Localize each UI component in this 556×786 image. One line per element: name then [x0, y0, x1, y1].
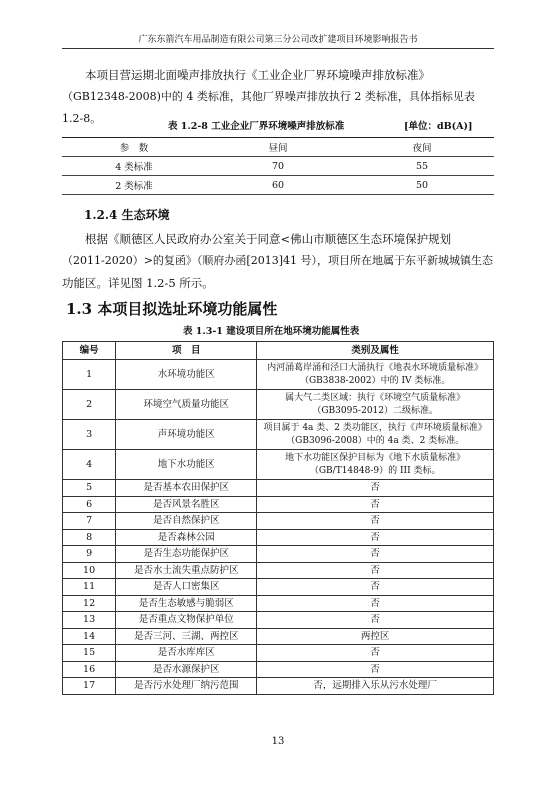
row-item: 是否水库库区 — [116, 645, 257, 662]
noise-standard-table — [62, 137, 494, 195]
row-number: 3 — [63, 420, 116, 450]
table-row — [62, 157, 494, 176]
row-attribute — [257, 420, 494, 450]
row-number: 2 — [63, 390, 116, 420]
environment-attributes-table — [62, 341, 494, 695]
table-row — [63, 480, 494, 497]
header-night: 夜间 — [350, 138, 494, 157]
row-number: 5 — [63, 480, 116, 497]
row-item: 地下水功能区 — [116, 450, 257, 480]
row-item: 是否生态敏感与脆弱区 — [116, 595, 257, 612]
table-header-row — [63, 342, 494, 360]
row-item: 是否人口密集区 — [116, 579, 257, 596]
row-item: 是否森林公园 — [116, 529, 257, 546]
row-item: 是否水土流失重点防护区 — [116, 562, 257, 579]
row-attribute: 否 — [257, 595, 494, 612]
row-attribute: 否 — [257, 579, 494, 596]
row-number: 1 — [63, 360, 116, 390]
table-row — [63, 645, 494, 662]
header-attribute: 类别及属性 — [257, 342, 494, 360]
row-number: 8 — [63, 529, 116, 546]
row-attribute — [257, 390, 494, 420]
row-attribute: 否 — [257, 480, 494, 497]
row-item: 是否污水处理厂纳污范围 — [116, 678, 257, 695]
row-item: 是否生态功能保护区 — [116, 546, 257, 563]
row-attribute: 否 — [257, 513, 494, 530]
row-attribute — [257, 360, 494, 390]
table-row — [63, 612, 494, 629]
table-row — [63, 360, 494, 390]
table-row — [63, 661, 494, 678]
table-row — [63, 595, 494, 612]
table-row — [63, 450, 494, 480]
intro-line-2: （GB12348-2008)中的 4 类标准，其他厂界噪声排放执行 2 类标准，具体指标见表 1.2-8。 — [62, 90, 475, 125]
row-attribute: 否，远期排入乐从污水处理厂 — [257, 678, 494, 695]
attribute-line-2: （GB3095-2012）二级标准。 — [312, 405, 438, 416]
attribute-line-1: 内河涌葛岸涌和泾口大涌执行《地表水环境质量标准》 — [267, 362, 484, 373]
row-attribute: 两控区 — [257, 628, 494, 645]
row-item: 环境空气质量功能区 — [116, 390, 257, 420]
row-attribute: 否 — [257, 546, 494, 563]
row-number: 10 — [63, 562, 116, 579]
row-attribute: 否 — [257, 645, 494, 662]
table-row — [63, 496, 494, 513]
attribute-line-1: 地下水功能区保护目标为《地下水质量标准》 — [285, 452, 466, 463]
table-row — [63, 562, 494, 579]
attribute-line-1: 项目属于 4a 类、2 类功能区，执行《声环境质量标准》 — [263, 422, 487, 433]
page-number: 13 — [271, 736, 285, 747]
cell: 70 — [206, 157, 350, 176]
table-row — [63, 678, 494, 695]
attribute-line-2: （GB3096-2008）中的 4a 类、2 类标准。 — [286, 435, 465, 446]
attribute-line-2: （GB/T14848-9）的 III 类标。 — [309, 465, 441, 476]
table-row — [63, 513, 494, 530]
row-number: 17 — [63, 678, 116, 695]
table-row — [63, 546, 494, 563]
header-param: 参 数 — [62, 138, 206, 157]
cell: 60 — [206, 176, 350, 195]
row-number: 16 — [63, 661, 116, 678]
row-item: 声环境功能区 — [116, 420, 257, 450]
row-attribute — [257, 450, 494, 480]
row-item: 是否基本农田保护区 — [116, 480, 257, 497]
row-number: 4 — [63, 450, 116, 480]
noise-table-caption: 表 1.2-8 工业企业厂界环境噪声排放标准 — [168, 121, 345, 132]
page-header: 广东东箭汽车用品制造有限公司第三分公司改扩建项目环境影响报告书 — [62, 32, 494, 49]
row-number: 13 — [63, 612, 116, 629]
cell: 2 类标准 — [62, 176, 206, 195]
row-number: 11 — [63, 579, 116, 596]
table-row — [63, 579, 494, 596]
section-1-3-heading: 1.3 本项目拟选址环境功能属性 — [66, 300, 278, 318]
row-item: 是否三河、三湖、两控区 — [116, 628, 257, 645]
row-number: 6 — [63, 496, 116, 513]
row-item: 是否水源保护区 — [116, 661, 257, 678]
row-attribute: 否 — [257, 562, 494, 579]
row-attribute: 否 — [257, 612, 494, 629]
attr-table-caption: 表 1.3-1 建设项目所在地环境功能属性表 — [183, 326, 360, 337]
attribute-line-1: 属大气二类区域：执行《环境空气质量标准》 — [285, 392, 466, 403]
table-row — [63, 390, 494, 420]
header-number: 编号 — [63, 342, 116, 360]
table-header-row — [62, 138, 494, 157]
cell: 55 — [350, 157, 494, 176]
cell: 4 类标准 — [62, 157, 206, 176]
attribute-line-2: （GB3838-2002）中的 IV 类标准。 — [299, 375, 451, 386]
row-attribute: 否 — [257, 529, 494, 546]
row-number: 15 — [63, 645, 116, 662]
row-number: 12 — [63, 595, 116, 612]
row-number: 7 — [63, 513, 116, 530]
row-item: 是否自然保护区 — [116, 513, 257, 530]
row-item: 是否风景名胜区 — [116, 496, 257, 513]
table-row — [62, 176, 494, 195]
ecology-line-1: 根据《顺德区人民政府办公室关于同意<佛山市顺德区生态环境保护规划 — [85, 232, 452, 246]
noise-table-unit: [单位：dB(A)] — [404, 121, 473, 132]
header-day: 昼间 — [206, 138, 350, 157]
ecology-line-3: 功能区。详见图 1.2-5 所示。 — [62, 276, 214, 290]
header-item: 项 目 — [116, 342, 257, 360]
row-attribute: 否 — [257, 661, 494, 678]
cell: 50 — [350, 176, 494, 195]
table-row — [63, 529, 494, 546]
ecology-line-2: （2011-2020）>的复函》（顺府办函[2013]41 号），项目所在地属于东平新城城镇生态 — [62, 254, 493, 267]
ecology-paragraph — [62, 228, 494, 294]
row-item: 是否重点文物保护单位 — [116, 612, 257, 629]
table-row — [63, 420, 494, 450]
row-number: 14 — [63, 628, 116, 645]
row-attribute: 否 — [257, 496, 494, 513]
section-1-2-4-heading: 1.2.4 生态环境 — [84, 208, 170, 222]
intro-line-1: 本项目营运期北面噪声排放执行《工业企业厂界环境噪声排放标准》 — [85, 68, 430, 82]
row-number: 9 — [63, 546, 116, 563]
row-item: 水环境功能区 — [116, 360, 257, 390]
table-row — [63, 628, 494, 645]
